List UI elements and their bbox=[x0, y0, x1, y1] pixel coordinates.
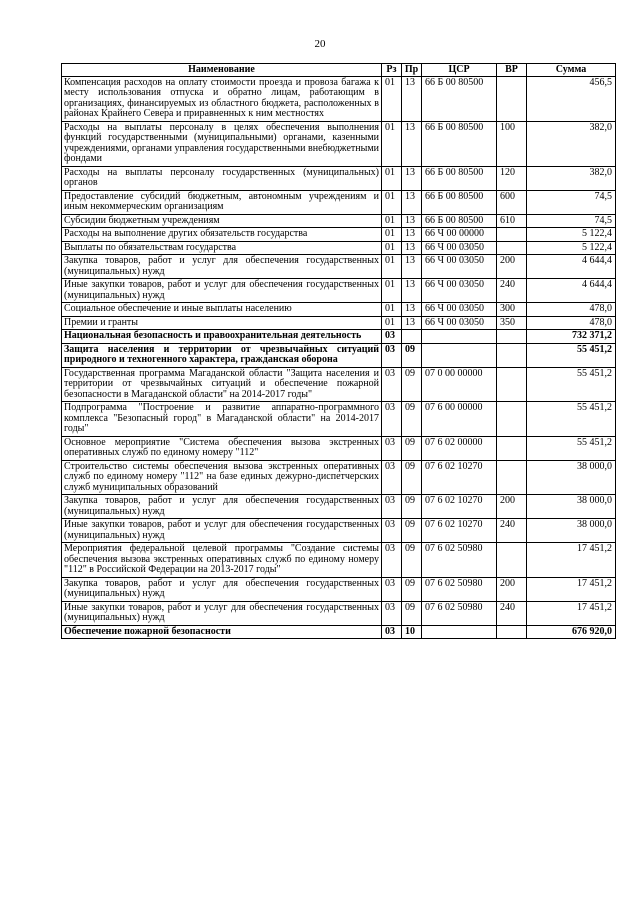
cell-csr: 66 Ч 00 03050 bbox=[422, 255, 497, 279]
cell-name: Выплаты по обязательствам государства bbox=[62, 241, 382, 255]
table-row bbox=[62, 241, 616, 255]
table-row bbox=[62, 76, 616, 121]
column-header-pr: Пр bbox=[402, 64, 422, 77]
column-header-sum: Сумма bbox=[527, 64, 616, 77]
cell-sum: 676 920,0 bbox=[527, 625, 616, 639]
cell-vr bbox=[497, 543, 527, 578]
cell-sum: 478,0 bbox=[527, 303, 616, 317]
cell-rz: 01 bbox=[382, 241, 402, 255]
cell-sum: 74,5 bbox=[527, 190, 616, 214]
cell-sum: 478,0 bbox=[527, 316, 616, 330]
cell-rz: 03 bbox=[382, 519, 402, 543]
cell-pr: 09 bbox=[402, 367, 422, 402]
cell-vr bbox=[497, 241, 527, 255]
table-row bbox=[62, 460, 616, 495]
cell-rz: 03 bbox=[382, 460, 402, 495]
cell-name: Подпрограмма "Построение и развитие аппаратно-программного комплекса "Безопасный город" в Магаданской области" на 2014-2017 годы" bbox=[62, 402, 382, 437]
table-row bbox=[62, 543, 616, 578]
table-row bbox=[62, 190, 616, 214]
table-row bbox=[62, 601, 616, 625]
cell-csr: 07 6 02 10270 bbox=[422, 519, 497, 543]
cell-vr bbox=[497, 343, 527, 367]
cell-rz: 03 bbox=[382, 402, 402, 437]
cell-name: Обеспечение пожарной безопасности bbox=[62, 625, 382, 639]
cell-vr bbox=[497, 436, 527, 460]
cell-name: Социальное обеспечение и иные выплаты населению bbox=[62, 303, 382, 317]
table-row bbox=[62, 519, 616, 543]
cell-pr: 09 bbox=[402, 543, 422, 578]
cell-sum: 17 451,2 bbox=[527, 577, 616, 601]
cell-name: Расходы на выполнение других обязательств государства bbox=[62, 228, 382, 242]
cell-name: Строительство системы обеспечения вызова экстренных оперативных служб по единому номеру "112" на базе единых дежурно-диспетчерских служб муниципальных образований bbox=[62, 460, 382, 495]
cell-vr: 120 bbox=[497, 166, 527, 190]
cell-vr: 240 bbox=[497, 519, 527, 543]
cell-csr: 07 6 02 50980 bbox=[422, 601, 497, 625]
cell-sum: 5 122,4 bbox=[527, 241, 616, 255]
cell-pr: 09 bbox=[402, 495, 422, 519]
cell-vr: 600 bbox=[497, 190, 527, 214]
cell-pr: 09 bbox=[402, 436, 422, 460]
cell-csr: 07 6 02 10270 bbox=[422, 495, 497, 519]
cell-csr: 07 6 02 50980 bbox=[422, 577, 497, 601]
cell-pr: 13 bbox=[402, 316, 422, 330]
cell-pr: 10 bbox=[402, 625, 422, 639]
cell-vr: 200 bbox=[497, 255, 527, 279]
cell-pr: 13 bbox=[402, 166, 422, 190]
column-header-csr: ЦСР bbox=[422, 64, 497, 77]
cell-rz: 01 bbox=[382, 214, 402, 228]
cell-csr: 07 0 00 00000 bbox=[422, 367, 497, 402]
cell-rz: 01 bbox=[382, 76, 402, 121]
cell-sum: 55 451,2 bbox=[527, 367, 616, 402]
cell-name: Основное мероприятие "Система обеспечения вызова экстренных оперативных служб по единому номеру "112" bbox=[62, 436, 382, 460]
table-row bbox=[62, 343, 616, 367]
cell-pr: 13 bbox=[402, 190, 422, 214]
cell-vr bbox=[497, 228, 527, 242]
cell-csr: 66 Б 00 80500 bbox=[422, 166, 497, 190]
table-row bbox=[62, 228, 616, 242]
table-row bbox=[62, 166, 616, 190]
cell-name: Государственная программа Магаданской области "Защита населения и территории от чрезвычайных ситуаций и обеспечение пожарной безопасности в Магаданской области" на 2014-2017 годы" bbox=[62, 367, 382, 402]
cell-csr: 66 Б 00 80500 bbox=[422, 214, 497, 228]
cell-sum: 382,0 bbox=[527, 166, 616, 190]
cell-pr: 09 bbox=[402, 601, 422, 625]
cell-pr: 13 bbox=[402, 76, 422, 121]
table-row bbox=[62, 316, 616, 330]
cell-rz: 03 bbox=[382, 330, 402, 344]
cell-vr: 200 bbox=[497, 577, 527, 601]
cell-pr: 09 bbox=[402, 519, 422, 543]
cell-name: Закупка товаров, работ и услуг для обеспечения государственных (муниципальных) нужд bbox=[62, 495, 382, 519]
cell-sum: 5 122,4 bbox=[527, 228, 616, 242]
cell-name: Закупка товаров, работ и услуг для обеспечения государственных (муниципальных) нужд bbox=[62, 577, 382, 601]
cell-vr bbox=[497, 330, 527, 344]
cell-sum: 74,5 bbox=[527, 214, 616, 228]
cell-csr: 07 6 02 10270 bbox=[422, 460, 497, 495]
cell-rz: 01 bbox=[382, 279, 402, 303]
cell-rz: 03 bbox=[382, 625, 402, 639]
cell-csr: 66 Б 00 80500 bbox=[422, 190, 497, 214]
cell-rz: 03 bbox=[382, 495, 402, 519]
cell-rz: 01 bbox=[382, 166, 402, 190]
table-row bbox=[62, 330, 616, 344]
cell-rz: 03 bbox=[382, 367, 402, 402]
cell-csr: 66 Ч 00 03050 bbox=[422, 241, 497, 255]
cell-pr: 13 bbox=[402, 279, 422, 303]
cell-vr: 240 bbox=[497, 601, 527, 625]
cell-name: Иные закупки товаров, работ и услуг для обеспечения государственных (муниципальных) нужд bbox=[62, 601, 382, 625]
cell-vr: 240 bbox=[497, 279, 527, 303]
cell-pr: 13 bbox=[402, 121, 422, 166]
cell-sum: 38 000,0 bbox=[527, 495, 616, 519]
cell-name: Защита населения и территории от чрезвычайных ситуаций природного и техногенного характера, гражданская оборона bbox=[62, 343, 382, 367]
cell-sum: 38 000,0 bbox=[527, 460, 616, 495]
table-header-row bbox=[62, 64, 616, 77]
cell-vr bbox=[497, 76, 527, 121]
cell-pr: 09 bbox=[402, 577, 422, 601]
table-row bbox=[62, 279, 616, 303]
cell-rz: 01 bbox=[382, 255, 402, 279]
cell-name: Предоставление субсидий бюджетным, автономным учреждениям и иным некоммерческим организациям bbox=[62, 190, 382, 214]
cell-name: Субсидии бюджетным учреждениям bbox=[62, 214, 382, 228]
table-row bbox=[62, 214, 616, 228]
cell-rz: 01 bbox=[382, 228, 402, 242]
cell-csr: 66 Б 00 80500 bbox=[422, 76, 497, 121]
cell-vr: 200 bbox=[497, 495, 527, 519]
cell-vr bbox=[497, 460, 527, 495]
cell-rz: 01 bbox=[382, 303, 402, 317]
cell-pr: 13 bbox=[402, 255, 422, 279]
cell-rz: 01 bbox=[382, 190, 402, 214]
cell-csr: 07 6 02 50980 bbox=[422, 543, 497, 578]
cell-csr bbox=[422, 343, 497, 367]
column-header-vr: ВР bbox=[497, 64, 527, 77]
table-row bbox=[62, 402, 616, 437]
cell-rz: 01 bbox=[382, 316, 402, 330]
cell-name: Иные закупки товаров, работ и услуг для обеспечения государственных (муниципальных) нужд bbox=[62, 279, 382, 303]
cell-sum: 38 000,0 bbox=[527, 519, 616, 543]
cell-pr: 13 bbox=[402, 214, 422, 228]
cell-name: Расходы на выплаты персоналу государственных (муниципальных) органов bbox=[62, 166, 382, 190]
cell-pr: 13 bbox=[402, 241, 422, 255]
table-row bbox=[62, 303, 616, 317]
cell-csr bbox=[422, 330, 497, 344]
cell-pr: 09 bbox=[402, 402, 422, 437]
cell-csr: 66 Ч 00 03050 bbox=[422, 279, 497, 303]
cell-rz: 03 bbox=[382, 343, 402, 367]
cell-csr: 66 Ч 00 00000 bbox=[422, 228, 497, 242]
cell-csr bbox=[422, 625, 497, 639]
cell-pr bbox=[402, 330, 422, 344]
cell-sum: 732 371,2 bbox=[527, 330, 616, 344]
cell-csr: 66 Ч 00 03050 bbox=[422, 303, 497, 317]
table-row bbox=[62, 436, 616, 460]
cell-csr: 07 6 02 00000 bbox=[422, 436, 497, 460]
table-row bbox=[62, 255, 616, 279]
cell-vr bbox=[497, 367, 527, 402]
table-row bbox=[62, 495, 616, 519]
cell-sum: 4 644,4 bbox=[527, 279, 616, 303]
cell-name: Закупка товаров, работ и услуг для обеспечения государственных (муниципальных) нужд bbox=[62, 255, 382, 279]
cell-name: Иные закупки товаров, работ и услуг для обеспечения государственных (муниципальных) нужд bbox=[62, 519, 382, 543]
cell-rz: 01 bbox=[382, 121, 402, 166]
table-row bbox=[62, 367, 616, 402]
cell-vr: 300 bbox=[497, 303, 527, 317]
cell-vr bbox=[497, 402, 527, 437]
cell-rz: 03 bbox=[382, 601, 402, 625]
cell-pr: 09 bbox=[402, 343, 422, 367]
cell-csr: 07 6 00 00000 bbox=[422, 402, 497, 437]
cell-csr: 66 Б 00 80500 bbox=[422, 121, 497, 166]
cell-vr: 350 bbox=[497, 316, 527, 330]
cell-sum: 4 644,4 bbox=[527, 255, 616, 279]
cell-csr: 66 Ч 00 03050 bbox=[422, 316, 497, 330]
cell-pr: 09 bbox=[402, 460, 422, 495]
page-number: 20 bbox=[314, 38, 326, 50]
cell-name: Расходы на выплаты персоналу в целях обеспечения выполнения функций государственными (муниципальными) органами, казенными учреждениями, органами управления государственными внебюджетными фондами bbox=[62, 121, 382, 166]
cell-sum: 382,0 bbox=[527, 121, 616, 166]
table-row bbox=[62, 625, 616, 639]
cell-name: Компенсация расходов на оплату стоимости проезда и провоза багажа к месту использования отпуска и обратно лицам, работающим в организациях, финансируемых из областного бюджета, расположенных в районах Крайнего Севера и приравненных к ним местностях bbox=[62, 76, 382, 121]
cell-rz: 03 bbox=[382, 577, 402, 601]
cell-sum: 55 451,2 bbox=[527, 436, 616, 460]
cell-pr: 13 bbox=[402, 228, 422, 242]
table-body bbox=[62, 76, 616, 639]
table-row bbox=[62, 577, 616, 601]
cell-name: Мероприятия федеральной целевой программы "Создание системы обеспечения вызова экстренных оперативных служб по единому номеру "112" в Российской Федерации на 2013-2017 годы" bbox=[62, 543, 382, 578]
cell-sum: 55 451,2 bbox=[527, 402, 616, 437]
cell-pr: 13 bbox=[402, 303, 422, 317]
cell-name: Премии и гранты bbox=[62, 316, 382, 330]
budget-table bbox=[61, 63, 616, 639]
column-header-rz: Рз bbox=[382, 64, 402, 77]
cell-rz: 03 bbox=[382, 436, 402, 460]
cell-sum: 456,5 bbox=[527, 76, 616, 121]
column-header-name: Наименование bbox=[62, 64, 382, 77]
cell-sum: 17 451,2 bbox=[527, 543, 616, 578]
cell-vr bbox=[497, 625, 527, 639]
cell-sum: 17 451,2 bbox=[527, 601, 616, 625]
cell-name: Национальная безопасность и правоохранительная деятельность bbox=[62, 330, 382, 344]
cell-vr: 610 bbox=[497, 214, 527, 228]
table-row bbox=[62, 121, 616, 166]
cell-vr: 100 bbox=[497, 121, 527, 166]
cell-rz: 03 bbox=[382, 543, 402, 578]
cell-sum: 55 451,2 bbox=[527, 343, 616, 367]
